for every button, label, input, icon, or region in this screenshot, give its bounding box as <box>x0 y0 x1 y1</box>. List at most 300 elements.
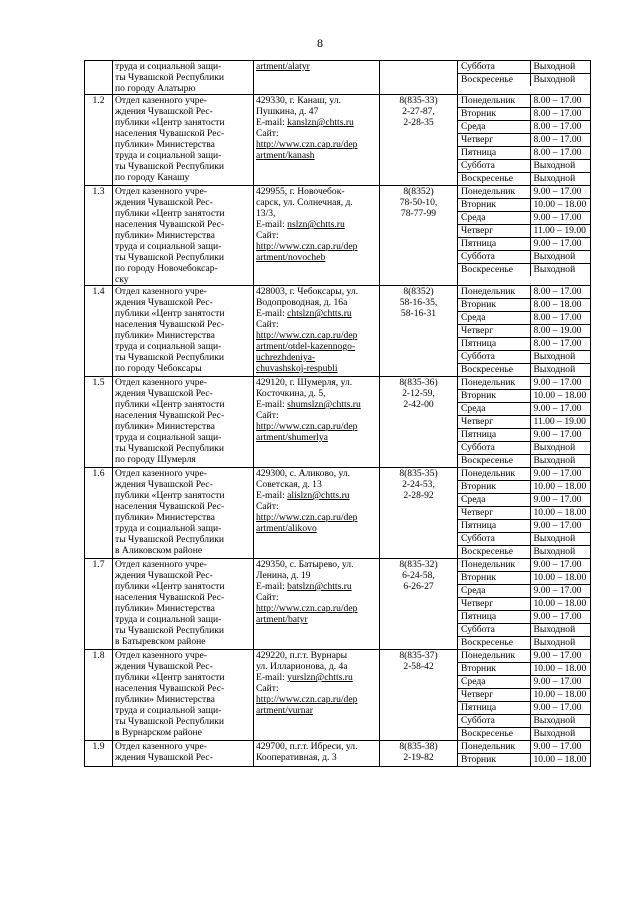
schedule-hours: 8.00 – 17.00 <box>530 312 590 325</box>
schedule-day: Среда <box>458 676 530 689</box>
schedule-day: Суббота <box>458 533 530 546</box>
work-schedule <box>458 186 591 286</box>
phone-line: 8(8352) <box>403 286 434 297</box>
row-number: 1.5 <box>85 377 113 468</box>
schedule-day: Среда <box>458 212 530 225</box>
office-name-line: публики» Министерства <box>115 512 215 523</box>
address-line: Советская, д. 13 <box>256 479 322 490</box>
schedule-day: Понедельник <box>458 377 530 390</box>
phone-numbers <box>380 468 458 559</box>
phone-line: 2-42-00 <box>403 399 434 410</box>
schedule-row <box>458 74 590 87</box>
email-label: E-mail: <box>256 581 288 592</box>
office-contacts <box>254 650 380 741</box>
office-name <box>113 286 254 377</box>
schedule-row <box>458 715 590 728</box>
office-name <box>113 377 254 468</box>
site-label: Сайт: <box>256 592 279 603</box>
office-name-line: Отдел казенного учре- <box>115 377 207 388</box>
office-contacts <box>254 741 380 767</box>
email-link[interactable]: chtslzn@chtts.ru <box>287 308 352 319</box>
address-line: 429120, г. Шумерля, ул. <box>256 377 353 388</box>
row-number: 1.4 <box>85 286 113 377</box>
phone-line: 8(8352) <box>403 186 434 197</box>
office-name-line: ты Чувашской Республики <box>115 534 225 545</box>
schedule-row <box>458 61 590 74</box>
work-schedule <box>458 377 591 468</box>
schedule-hours: 8.00 – 17.00 <box>530 95 590 108</box>
office-name-line: ждения Чувашской Рес- <box>115 388 213 399</box>
schedule-day: Воскресенье <box>458 264 530 277</box>
schedule-hours: Выходной <box>530 533 590 546</box>
address-line: 13/3, <box>256 208 276 219</box>
schedule-hours: 10.00 – 18.00 <box>530 598 590 611</box>
table-row <box>85 61 591 95</box>
schedule-hours: Выходной <box>530 715 590 728</box>
office-name-line: ты Чувашской Республики <box>115 72 225 83</box>
schedule-row <box>458 173 590 186</box>
office-name-line: публики «Центр занятости <box>115 581 225 592</box>
schedule-row <box>458 754 590 767</box>
phone-line: 8(835-32) <box>399 559 438 570</box>
schedule-day: Четверг <box>458 325 530 338</box>
schedule-table <box>458 61 590 86</box>
schedule-row <box>458 199 590 212</box>
schedule-row <box>458 442 590 455</box>
schedule-row <box>458 741 590 754</box>
work-schedule <box>458 650 591 741</box>
schedule-day: Среда <box>458 312 530 325</box>
schedule-day: Понедельник <box>458 559 530 572</box>
office-name-line: труда и социальной защи- <box>115 523 222 534</box>
schedule-hours: 9.00 – 17.00 <box>530 403 590 416</box>
schedule-day: Понедельник <box>458 95 530 108</box>
office-name-line: ты Чувашской Республики <box>115 252 225 263</box>
schedule-table <box>458 186 590 276</box>
website-link[interactable]: artment/alikovo <box>256 523 317 534</box>
phone-line: 8(835-35) <box>399 468 438 479</box>
row-number: 1.6 <box>85 468 113 559</box>
office-name <box>113 559 254 650</box>
schedule-hours: 8.00 – 17.00 <box>530 147 590 160</box>
address-line: ул. Илларионова, д. 4а <box>256 661 348 672</box>
office-name-line: ждения Чувашской Рес- <box>115 570 213 581</box>
phone-line: 6-26-27 <box>403 581 434 592</box>
office-name-line: ты Чувашской Республики <box>115 352 225 363</box>
schedule-hours: 8.00 – 19.00 <box>530 325 590 338</box>
office-name-line: публики «Центр занятости <box>115 672 225 683</box>
schedule-day: Суббота <box>458 61 530 74</box>
schedule-hours: 9.00 – 17.00 <box>530 212 590 225</box>
phone-numbers <box>380 286 458 377</box>
table-row <box>85 286 591 377</box>
schedule-day: Вторник <box>458 199 530 212</box>
website-link[interactable]: artment/batyr <box>256 614 308 625</box>
row-number: 1.7 <box>85 559 113 650</box>
site-label: Сайт: <box>256 230 279 241</box>
office-name-line: по городу Канашу <box>115 172 190 183</box>
schedule-hours: Выходной <box>533 728 576 739</box>
website-link[interactable]: http://www.czn.cap.ru/dep <box>256 139 358 150</box>
office-name-line: ты Чувашской Республики <box>115 625 225 636</box>
schedule-day: Вторник <box>458 572 530 585</box>
website-link[interactable]: http://www.czn.cap.ru/dep <box>256 694 358 705</box>
office-name-line: ждения Чувашской Рес- <box>115 661 213 672</box>
table-row <box>85 377 591 468</box>
schedule-row <box>458 689 590 702</box>
schedule-hours: Выходной <box>533 264 576 275</box>
schedule-row <box>458 650 590 663</box>
table-row <box>85 468 591 559</box>
schedule-row <box>458 160 590 173</box>
phone-line: 58-16-31 <box>400 308 437 319</box>
schedule-day: Пятница <box>458 238 530 251</box>
office-name-line: по городу Шумерля <box>115 454 196 465</box>
schedule-row <box>458 429 590 442</box>
row-number: 1.3 <box>85 186 113 286</box>
schedule-day: Суббота <box>458 715 530 728</box>
phone-numbers <box>380 95 458 186</box>
row-number: 1.2 <box>85 95 113 186</box>
schedule-day: Суббота <box>458 351 530 364</box>
schedule-row <box>458 520 590 533</box>
schedule-table <box>458 377 590 467</box>
schedule-day: Четверг <box>458 134 530 147</box>
site-label: Сайт: <box>256 319 279 330</box>
schedule-hours: Выходной <box>530 251 590 264</box>
schedule-row <box>458 212 590 225</box>
schedule-day: Пятница <box>458 147 530 160</box>
office-name-line: по городу Алатырю <box>115 83 196 94</box>
schedule-hours: 9.00 – 17.00 <box>530 377 590 390</box>
schedule-hours: 8.00 – 18.00 <box>530 299 590 312</box>
website-link[interactable]: uchrezhdeniya- <box>256 352 316 363</box>
email-line <box>256 117 377 128</box>
schedule-hours: Выходной <box>533 637 576 648</box>
schedule-table <box>458 468 590 558</box>
employment-centers-table <box>84 60 591 767</box>
phone-line: 8(835-38) <box>399 741 438 752</box>
office-name-line: по городу Новочебоксар- <box>115 263 218 274</box>
schedule-row <box>458 728 590 741</box>
work-schedule <box>458 61 591 95</box>
schedule-hours: 10.00 – 18.00 <box>530 481 590 494</box>
schedule-day: Суббота <box>458 624 530 637</box>
schedule-hours: 9.00 – 17.00 <box>530 429 590 442</box>
email-label: E-mail: <box>256 490 288 501</box>
schedule-row <box>458 559 590 572</box>
phone-numbers <box>380 559 458 650</box>
schedule-day: Четверг <box>458 225 530 238</box>
office-name-line: публики» Министерства <box>115 139 215 150</box>
phone-numbers <box>380 61 458 95</box>
email-link[interactable]: alislzn@chtts.ru <box>287 490 350 501</box>
schedule-day: Четверг <box>458 507 530 520</box>
website-link[interactable]: http://www.czn.cap.ru/dep <box>256 421 358 432</box>
schedule-hours: 10.00 – 18.00 <box>530 199 590 212</box>
schedule-day: Вторник <box>458 663 530 676</box>
schedule-row <box>458 403 590 416</box>
table-row <box>85 559 591 650</box>
schedule-hours: 9.00 – 17.00 <box>530 559 590 572</box>
office-name <box>113 95 254 186</box>
schedule-row <box>458 468 590 481</box>
site-label: Сайт: <box>256 501 279 512</box>
office-contacts <box>254 286 380 377</box>
phone-line: 2-58-42 <box>403 661 434 672</box>
office-name-line: Отдел казенного учре- <box>115 559 207 570</box>
phone-line: 8(835-37) <box>399 650 438 661</box>
address-line: сарск, ул. Солнечная, д. <box>256 197 353 208</box>
office-name-line: в Батыревском районе <box>115 636 206 647</box>
office-name-line: ты Чувашской Республики <box>115 716 225 727</box>
schedule-table <box>458 286 590 376</box>
schedule-hours: 9.00 – 17.00 <box>530 611 590 624</box>
schedule-day: Среда <box>458 121 530 134</box>
table-row <box>85 650 591 741</box>
schedule-day: Вторник <box>458 754 530 767</box>
office-name <box>113 186 254 286</box>
office-name-line: публики» Министерства <box>115 603 215 614</box>
schedule-hours: 8.00 – 17.00 <box>530 134 590 147</box>
phone-line: 8(835-36) <box>399 377 438 388</box>
office-name-line: ждения Чувашской Рес- <box>115 106 213 117</box>
schedule-day: Воскресенье <box>458 728 530 741</box>
schedule-row <box>458 251 590 264</box>
schedule-hours: 8.00 – 17.00 <box>530 121 590 134</box>
address-line: Пушкина, д. 47 <box>256 106 319 117</box>
email-label: E-mail: <box>256 308 288 319</box>
office-name-line: Отдел казенного учре- <box>115 186 207 197</box>
schedule-row <box>458 702 590 715</box>
schedule-day: Вторник <box>458 108 530 121</box>
row-number: 1.9 <box>85 741 113 767</box>
schedule-hours: 9.00 – 17.00 <box>530 186 590 199</box>
row-number: 1.8 <box>85 650 113 741</box>
website-link[interactable]: http://www.czn.cap.ru/dep <box>256 603 358 614</box>
office-name-line: публики» Министерства <box>115 230 215 241</box>
website-link[interactable]: http://www.czn.cap.ru/dep <box>256 330 358 341</box>
phone-line: 2-12-59, <box>402 388 435 399</box>
phone-line: 58-16-35, <box>399 297 438 308</box>
office-name <box>113 741 254 767</box>
schedule-day: Пятница <box>458 520 530 533</box>
table-row <box>85 186 591 286</box>
schedule-day: Среда <box>458 585 530 598</box>
schedule-day: Понедельник <box>458 468 530 481</box>
phone-line: 6-24-58, <box>402 570 435 581</box>
schedule-table <box>458 650 590 740</box>
schedule-row <box>458 494 590 507</box>
phone-numbers <box>380 741 458 767</box>
work-schedule <box>458 559 591 650</box>
office-name-line: труда и социальной защи- <box>115 341 222 352</box>
schedule-hours: 8.00 – 17.00 <box>530 286 590 299</box>
office-name-line: Отдел казенного учре- <box>115 650 207 661</box>
site-label: Сайт: <box>256 128 279 139</box>
office-name-line: публики «Центр занятости <box>115 308 225 319</box>
schedule-row <box>458 507 590 520</box>
office-name-line: труда и социальной защи- <box>115 432 222 443</box>
schedule-table <box>458 741 590 766</box>
schedule-day: Воскресенье <box>458 637 530 650</box>
phone-line: 78-50-10, <box>399 197 438 208</box>
website-link[interactable]: artment/otdel-kazennogo- <box>256 341 356 352</box>
phone-line: 8(835-33) <box>399 95 438 106</box>
schedule-day: Вторник <box>458 390 530 403</box>
schedule-row <box>458 585 590 598</box>
address-line: 429220, п.г.т. Вурнары <box>256 650 348 661</box>
page-number: 8 <box>317 36 323 50</box>
schedule-row <box>458 455 590 468</box>
office-name-line: ждения Чувашской Рес- <box>115 479 213 490</box>
schedule-day: Четверг <box>458 416 530 429</box>
website-link[interactable]: artment/shumerlya <box>256 432 328 443</box>
schedule-day: Пятница <box>458 702 530 715</box>
email-link[interactable]: kanslzn@chtts.ru <box>287 117 354 128</box>
phone-line: 78-77-99 <box>400 208 437 219</box>
phone-numbers <box>380 186 458 286</box>
office-name-line: населения Чувашской Рес- <box>115 501 225 512</box>
schedule-day: Вторник <box>458 299 530 312</box>
work-schedule <box>458 286 591 377</box>
schedule-hours: 9.00 – 17.00 <box>530 238 590 251</box>
address-line: Ленина, д. 19 <box>256 570 311 581</box>
schedule-row <box>458 134 590 147</box>
schedule-day: Суббота <box>458 251 530 264</box>
website-link[interactable]: artment/novocheb <box>256 252 326 263</box>
office-name <box>113 650 254 741</box>
schedule-row <box>458 676 590 689</box>
schedule-hours: 8.00 – 17.00 <box>530 338 590 351</box>
office-name-line: публики» Министерства <box>115 330 215 341</box>
schedule-row <box>458 121 590 134</box>
schedule-day: Суббота <box>458 442 530 455</box>
schedule-hours: 9.00 – 17.00 <box>530 676 590 689</box>
office-name-line: труда и социальной защи- <box>115 61 222 72</box>
email-line <box>256 308 377 319</box>
schedule-hours: Выходной <box>533 173 576 184</box>
schedule-hours: 10.00 – 18.00 <box>530 390 590 403</box>
row-number <box>85 61 113 95</box>
schedule-row <box>458 312 590 325</box>
schedule-hours: Выходной <box>533 364 576 375</box>
schedule-row <box>458 238 590 251</box>
office-name-line: ждения Чувашской Рес- <box>115 752 213 763</box>
schedule-row <box>458 572 590 585</box>
table-row <box>85 95 591 186</box>
office-name-line: Отдел казенного учре- <box>115 286 207 297</box>
schedule-day: Четверг <box>458 689 530 702</box>
office-name-line: Отдел казенного учре- <box>115 468 207 479</box>
schedule-row <box>458 286 590 299</box>
office-name-line: труда и социальной защи- <box>115 241 222 252</box>
office-name-line: труда и социальной защи- <box>115 614 222 625</box>
office-name-line: населения Чувашской Рес- <box>115 592 225 603</box>
schedule-hours: 9.00 – 17.00 <box>530 741 590 754</box>
office-name-line: ты Чувашской Республики <box>115 161 225 172</box>
schedule-row <box>458 390 590 403</box>
schedule-row <box>458 95 590 108</box>
schedule-hours: 10.00 – 18.00 <box>530 689 590 702</box>
schedule-hours: Выходной <box>530 442 590 455</box>
schedule-day: Понедельник <box>458 741 530 754</box>
schedule-row <box>458 624 590 637</box>
schedule-row <box>458 663 590 676</box>
work-schedule <box>458 95 591 186</box>
schedule-table <box>458 95 590 185</box>
schedule-hours: 11.00 – 19.00 <box>530 225 590 238</box>
phone-line: 2-19-82 <box>403 752 434 763</box>
schedule-hours: 8.00 – 17.00 <box>530 108 590 121</box>
schedule-day: Среда <box>458 403 530 416</box>
website-link[interactable]: artment/kanash <box>256 150 315 161</box>
schedule-row <box>458 533 590 546</box>
email-link[interactable]: yurslzn@chtts.ru <box>287 672 353 683</box>
phone-numbers <box>380 650 458 741</box>
email-label: E-mail: <box>256 672 288 683</box>
email-link[interactable]: nslzn@chtts.ru <box>287 219 345 230</box>
schedule-row <box>458 225 590 238</box>
office-name-line: публики «Центр занятости <box>115 490 225 501</box>
schedule-day: Понедельник <box>458 186 530 199</box>
schedule-hours: Выходной <box>530 160 590 173</box>
schedule-row <box>458 377 590 390</box>
office-name-line: по городу Чебоксары <box>115 363 202 374</box>
website-link[interactable]: http://www.czn.cap.ru/dep <box>256 241 358 252</box>
email-link[interactable]: shumslzn@chtts.ru <box>287 399 361 410</box>
schedule-day: Воскресенье <box>458 546 530 559</box>
phone-line: 2-28-35 <box>403 117 434 128</box>
office-name <box>113 468 254 559</box>
schedule-hours: 9.00 – 17.00 <box>530 520 590 533</box>
website-link[interactable]: artment/vurnar <box>256 705 314 716</box>
address-line: 429700, п.г.т. Ибреси, ул. <box>256 741 358 752</box>
schedule-day: Воскресенье <box>458 364 530 377</box>
schedule-hours: 9.00 – 17.00 <box>530 585 590 598</box>
address-line: Косточкина, д. 5, <box>256 388 326 399</box>
email-link[interactable]: batslzn@chtts.ru <box>287 581 352 592</box>
email-line <box>256 219 377 230</box>
schedule-day: Воскресенье <box>458 74 530 87</box>
office-name-line: ждения Чувашской Рес- <box>115 297 213 308</box>
office-name-line: труда и социальной защи- <box>115 705 222 716</box>
office-name-line: населения Чувашской Рес- <box>115 219 225 230</box>
schedule-row <box>458 416 590 429</box>
office-name-line: публики «Центр занятости <box>115 208 225 219</box>
office-name-line: населения Чувашской Рес- <box>115 319 225 330</box>
schedule-row <box>458 637 590 650</box>
website-link[interactable]: chuvashskoj-respubli <box>256 363 338 374</box>
website-link[interactable]: artment/alatyr <box>256 61 310 72</box>
address-line: 429350, с. Батырево, ул. <box>256 559 354 570</box>
schedule-row <box>458 546 590 559</box>
website-link[interactable]: http://www.czn.cap.ru/dep <box>256 512 358 523</box>
email-label: E-mail: <box>256 399 288 410</box>
office-name-line: населения Чувашской Рес- <box>115 683 225 694</box>
schedule-table <box>458 559 590 649</box>
office-name-line: труда и социальной защи- <box>115 150 222 161</box>
schedule-hours: 9.00 – 17.00 <box>530 650 590 663</box>
schedule-hours: 10.00 – 18.00 <box>530 663 590 676</box>
address-line: Кооперативная, д. 3 <box>256 752 337 763</box>
office-contacts <box>254 61 380 95</box>
email-line <box>256 490 377 501</box>
office-name-line: ску <box>115 274 129 285</box>
schedule-row <box>458 598 590 611</box>
schedule-day: Пятница <box>458 429 530 442</box>
address-line: 429955, г. Новочебок- <box>256 186 345 197</box>
